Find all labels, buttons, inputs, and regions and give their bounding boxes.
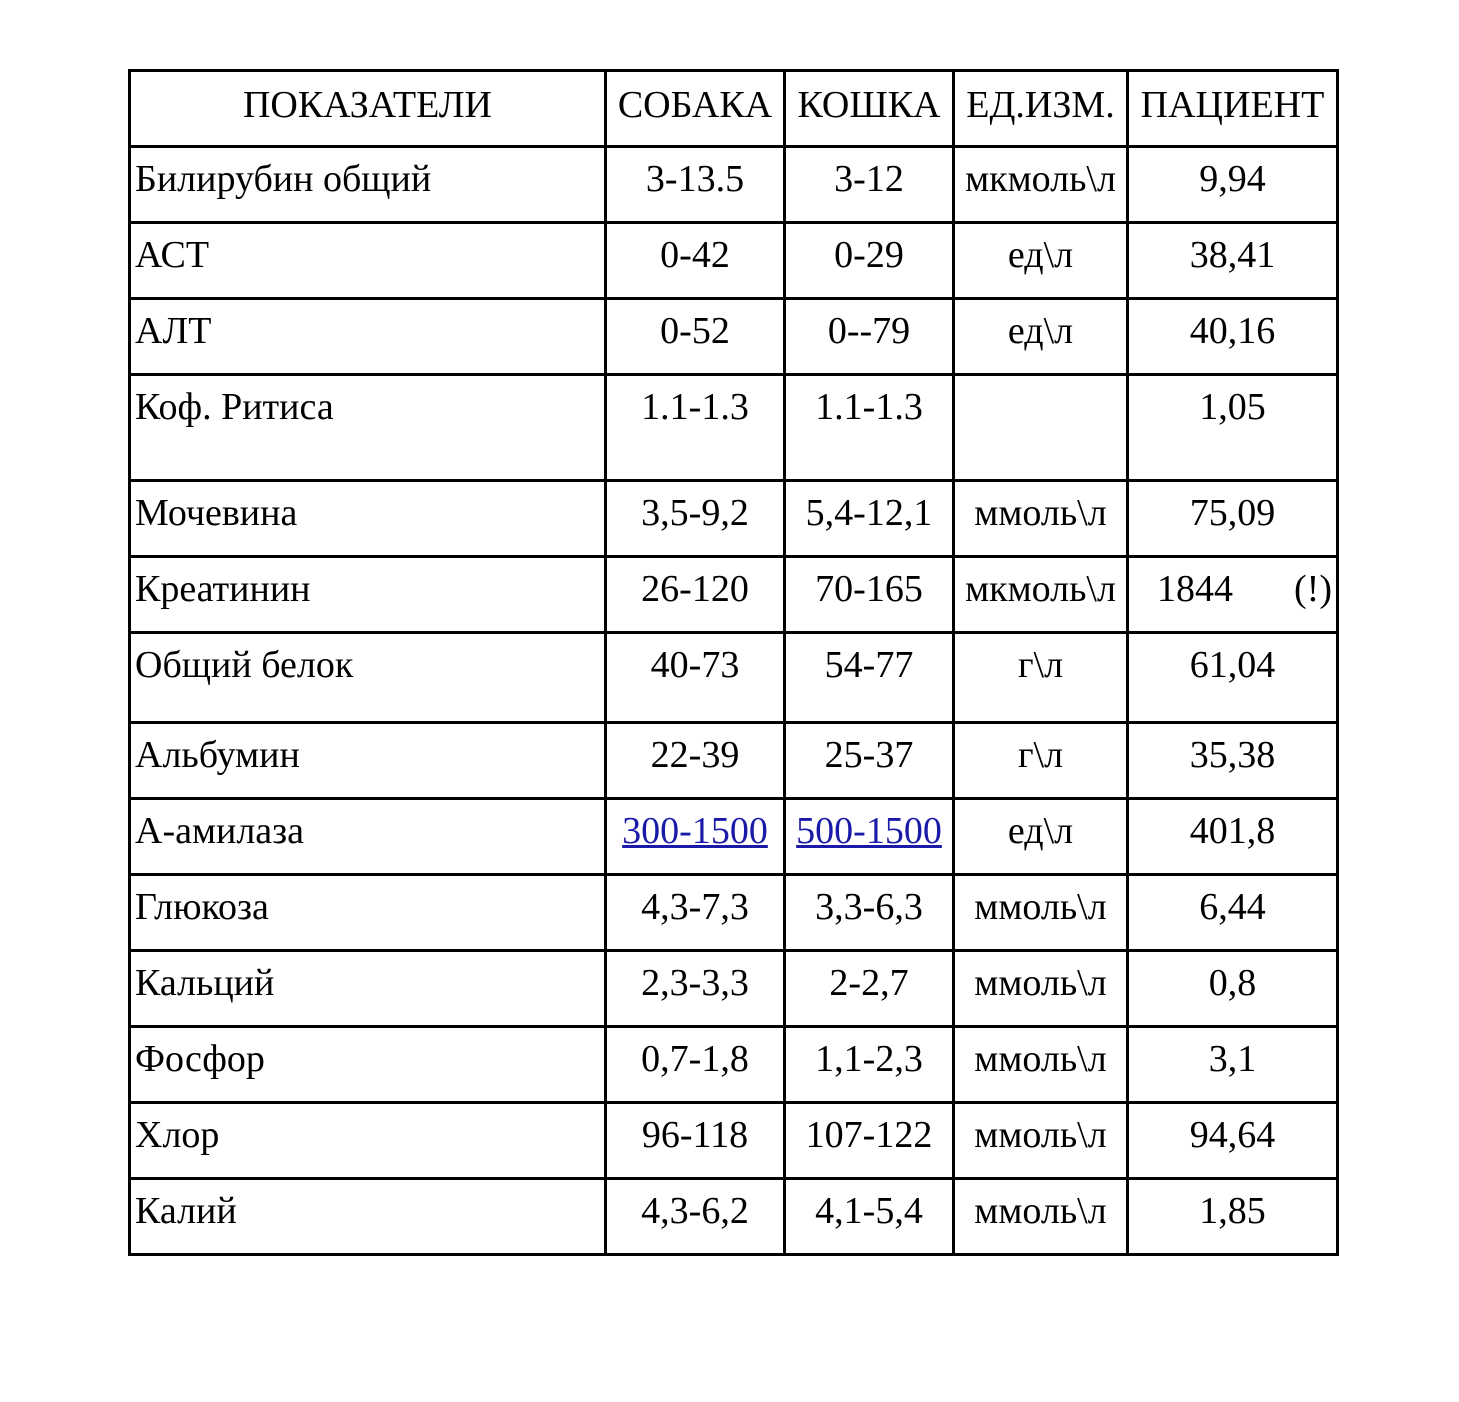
row-dog-range: 3,5-9,2 xyxy=(606,481,785,557)
header-unit: ЕД.ИЗМ. xyxy=(954,71,1128,147)
table-row xyxy=(130,481,1338,557)
row-dog-range xyxy=(606,799,785,875)
patient-value: 35,38 xyxy=(1189,734,1276,776)
table-row xyxy=(130,147,1338,223)
patient-value: 40,16 xyxy=(1189,310,1276,352)
row-unit: г\л xyxy=(954,723,1128,799)
row-cat-range: 1.1-1.3 xyxy=(785,375,954,481)
row-patient-value xyxy=(1128,1027,1338,1103)
row-name: Хлор xyxy=(130,1103,606,1179)
row-patient-value xyxy=(1128,951,1338,1027)
table-row xyxy=(130,723,1338,799)
row-cat-range: 2-2,7 xyxy=(785,951,954,1027)
table-row xyxy=(130,299,1338,375)
row-unit: ед\л xyxy=(954,223,1128,299)
row-cat-range: 0-29 xyxy=(785,223,954,299)
row-cat-range: 70-165 xyxy=(785,557,954,633)
table-row xyxy=(130,557,1338,633)
patient-value: 61,04 xyxy=(1189,644,1276,686)
row-patient-value xyxy=(1128,1103,1338,1179)
table-row xyxy=(130,375,1338,481)
patient-value: 0,8 xyxy=(1208,962,1257,1004)
row-unit: ммоль\л xyxy=(954,1103,1128,1179)
table-row xyxy=(130,223,1338,299)
row-unit: мкмоль\л xyxy=(954,147,1128,223)
row-name: А-амилаза xyxy=(130,799,606,875)
patient-value: 1844 xyxy=(1157,568,1233,610)
row-dog-range: 0,7-1,8 xyxy=(606,1027,785,1103)
lab-results-table xyxy=(128,69,1339,1256)
row-unit: мкмоль\л xyxy=(954,557,1128,633)
row-patient-value xyxy=(1128,1179,1338,1255)
header-dog: СОБАКА xyxy=(606,71,785,147)
patient-value: 1,05 xyxy=(1199,386,1266,428)
header-patient: ПАЦИЕНТ xyxy=(1128,71,1338,147)
patient-value: 401,8 xyxy=(1189,810,1276,852)
alert-flag: (!) xyxy=(1294,568,1332,610)
row-name: Кальций xyxy=(130,951,606,1027)
row-patient-value xyxy=(1128,723,1338,799)
patient-value: 3,1 xyxy=(1208,1038,1257,1080)
row-dog-range: 3-13.5 xyxy=(606,147,785,223)
row-name: Общий белок xyxy=(130,633,606,723)
row-dog-range: 96-118 xyxy=(606,1103,785,1179)
table-row xyxy=(130,1179,1338,1255)
row-dog-range: 4,3-7,3 xyxy=(606,875,785,951)
row-unit: ммоль\л xyxy=(954,875,1128,951)
row-name: Фосфор xyxy=(130,1027,606,1103)
row-patient-value xyxy=(1128,299,1338,375)
row-unit: ммоль\л xyxy=(954,1179,1128,1255)
header-indicators: ПОКАЗАТЕЛИ xyxy=(130,71,606,147)
row-patient-value xyxy=(1128,147,1338,223)
patient-value: 6,44 xyxy=(1199,886,1266,928)
row-unit: ммоль\л xyxy=(954,1027,1128,1103)
row-unit: ед\л xyxy=(954,799,1128,875)
table-row xyxy=(130,1103,1338,1179)
table-row xyxy=(130,951,1338,1027)
dog-range-link[interactable]: 300-1500 xyxy=(622,810,768,852)
row-cat-range: 3-12 xyxy=(785,147,954,223)
row-dog-range: 0-42 xyxy=(606,223,785,299)
row-cat-range: 5,4-12,1 xyxy=(785,481,954,557)
row-unit: ммоль\л xyxy=(954,481,1128,557)
table-header-row xyxy=(130,71,1338,147)
row-patient-value xyxy=(1128,875,1338,951)
row-cat-range: 25-37 xyxy=(785,723,954,799)
row-unit: ммоль\л xyxy=(954,951,1128,1027)
row-patient-value xyxy=(1128,481,1338,557)
row-unit: ед\л xyxy=(954,299,1128,375)
table-row xyxy=(130,875,1338,951)
row-patient-value xyxy=(1128,223,1338,299)
patient-value: 94,64 xyxy=(1189,1114,1276,1156)
row-name: АЛТ xyxy=(130,299,606,375)
row-name: Билирубин общий xyxy=(130,147,606,223)
row-dog-range: 4,3-6,2 xyxy=(606,1179,785,1255)
row-dog-range: 22-39 xyxy=(606,723,785,799)
patient-value: 9,94 xyxy=(1199,158,1266,200)
patient-value: 38,41 xyxy=(1189,234,1276,276)
header-cat: КОШКА xyxy=(785,71,954,147)
row-unit: г\л xyxy=(954,633,1128,723)
row-dog-range: 0-52 xyxy=(606,299,785,375)
row-patient-value xyxy=(1128,799,1338,875)
row-dog-range: 1.1-1.3 xyxy=(606,375,785,481)
row-dog-range: 2,3-3,3 xyxy=(606,951,785,1027)
row-cat-range: 1,1-2,3 xyxy=(785,1027,954,1103)
row-name: Глюкоза xyxy=(130,875,606,951)
patient-value: 75,09 xyxy=(1189,492,1276,534)
patient-value: 1,85 xyxy=(1199,1190,1266,1232)
row-cat-range: 0--79 xyxy=(785,299,954,375)
row-cat-range xyxy=(785,799,954,875)
row-cat-range: 4,1-5,4 xyxy=(785,1179,954,1255)
row-name: Калий xyxy=(130,1179,606,1255)
row-name: Альбумин xyxy=(130,723,606,799)
table-row xyxy=(130,1027,1338,1103)
row-unit xyxy=(954,375,1128,481)
cat-range-link[interactable]: 500-1500 xyxy=(796,810,942,852)
table-row xyxy=(130,633,1338,723)
row-name: Мочевина xyxy=(130,481,606,557)
row-dog-range: 40-73 xyxy=(606,633,785,723)
row-name: АСТ xyxy=(130,223,606,299)
row-cat-range: 54-77 xyxy=(785,633,954,723)
row-patient-value xyxy=(1128,557,1338,633)
row-patient-value xyxy=(1128,633,1338,723)
row-cat-range: 107-122 xyxy=(785,1103,954,1179)
row-name: Креатинин xyxy=(130,557,606,633)
row-name: Коф. Ритиса xyxy=(130,375,606,481)
table-row xyxy=(130,799,1338,875)
row-patient-value xyxy=(1128,375,1338,481)
row-cat-range: 3,3-6,3 xyxy=(785,875,954,951)
row-dog-range: 26-120 xyxy=(606,557,785,633)
